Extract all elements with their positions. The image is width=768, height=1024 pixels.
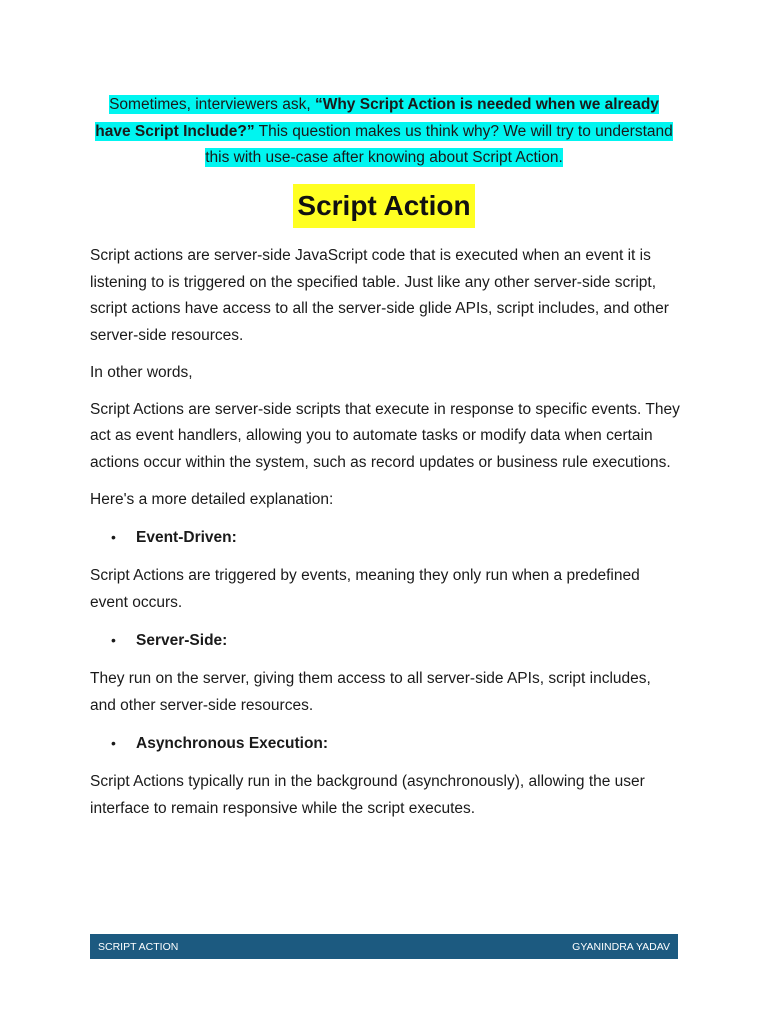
intro-paragraph (90, 92, 678, 172)
bullet-dot-icon: • (111, 528, 116, 545)
other-words-paragraph: In other words, (90, 363, 193, 381)
bullet-dot-icon: • (111, 734, 116, 751)
footer-author: GYANINDRA YADAV (572, 940, 670, 953)
intro-question: “Why Script Action is needed when we already have Script Include?” (95, 96, 659, 140)
bullet-label: Event-Driven: (136, 528, 237, 546)
bullet-description: Script Actions typically run in the background (asynchronously), allowing the user interface to remain responsive while the script executes. (90, 773, 645, 817)
heading-container (0, 184, 768, 228)
page-footer (90, 934, 678, 959)
bullet-label: Asynchronous Execution: (136, 734, 329, 752)
definition-paragraph: Script actions are server-side JavaScript code that is executed when an event it is listening to is triggered on the specified table. Just like any other server-side script, script actions have access to all the server-side glide APIs, script includes, and other server-side resources. (90, 247, 669, 344)
bullet-item-async-execution (90, 730, 680, 758)
description-paragraph: Script Actions are server-side scripts that execute in response to specific events. They act as event handlers, allowing you to automate tasks or modify data when certain actions occur within the system, such as record updates or business rule executions. (90, 400, 680, 471)
bullet-label: Server-Side: (136, 631, 228, 649)
bullet-description: Script Actions are triggered by events, meaning they only run when a predefined event occurs. (90, 567, 640, 611)
explanation-intro-paragraph: Here's a more detailed explanation: (90, 490, 334, 508)
bullet-description: They run on the server, giving them access to all server-side APIs, script includes, and other server-side resources. (90, 670, 651, 714)
document-body (90, 243, 680, 833)
page-title: Script Action (293, 184, 474, 228)
bullet-dot-icon: • (111, 631, 116, 648)
bullet-item-server-side (90, 627, 680, 655)
footer-title: SCRIPT ACTION (98, 940, 179, 953)
intro-prefix: Sometimes, interviewers ask, (109, 96, 315, 113)
intro-suffix: This question makes us think why? We will try to understand this with use-case after knowing about Script Action. (205, 122, 673, 166)
bullet-item-event-driven (90, 524, 680, 552)
